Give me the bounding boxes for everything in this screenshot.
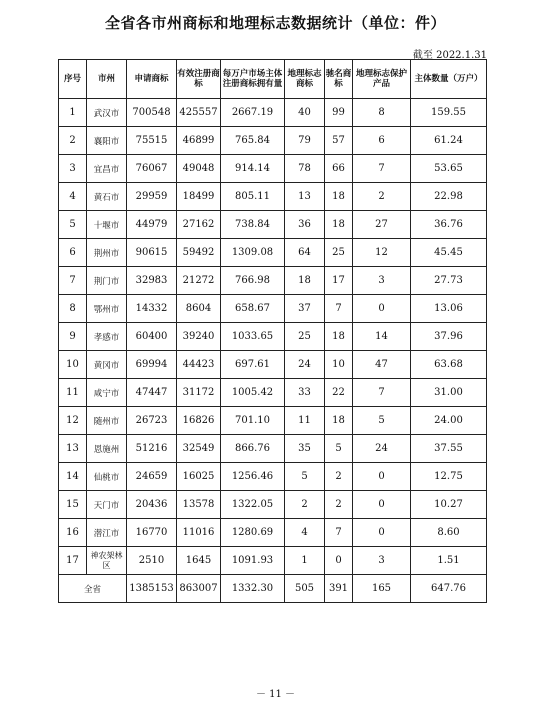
table-cell: 7 (353, 379, 411, 407)
table-cell: 18499 (177, 183, 221, 211)
table-cell: 39240 (177, 323, 221, 351)
as-of-date: 截至 2022.1.31 (412, 50, 487, 61)
table-cell: 27.73 (411, 267, 487, 295)
table-cell: 12 (353, 239, 411, 267)
table-cell: 46899 (177, 127, 221, 155)
table-cell: 3 (353, 547, 411, 575)
table-cell: 701.10 (221, 407, 285, 435)
total-cell: 647.76 (411, 575, 487, 603)
table-cell: 7 (353, 155, 411, 183)
city-cell: 鄂州市 (87, 295, 127, 323)
table-cell: 61.24 (411, 127, 487, 155)
table-cell: 14 (353, 323, 411, 351)
table-row (59, 155, 487, 183)
table-cell: 18 (285, 267, 325, 295)
table-cell: 57 (325, 127, 353, 155)
table-cell: 5 (285, 463, 325, 491)
page-title: 全省各市州商标和地理标志数据统计（单位：件） (104, 14, 446, 32)
table-cell: 10.27 (411, 491, 487, 519)
col-header-gi-products: 地理标志保护产品 (353, 60, 411, 99)
table-cell: 6 (353, 127, 411, 155)
table-cell: 22.98 (411, 183, 487, 211)
table-cell: 2510 (127, 547, 177, 575)
table-cell: 1645 (177, 547, 221, 575)
table-cell: 47447 (127, 379, 177, 407)
table-cell: 8 (59, 295, 87, 323)
table-cell: 51216 (127, 435, 177, 463)
total-cell: 863007 (177, 575, 221, 603)
table-cell: 49048 (177, 155, 221, 183)
table-row (59, 491, 487, 519)
city-cell: 黄石市 (87, 183, 127, 211)
table-header-row (59, 60, 487, 99)
table-cell: 63.68 (411, 351, 487, 379)
city-cell: 孝感市 (87, 323, 127, 351)
col-header-gi-trademarks: 地理标志商标 (285, 60, 325, 99)
table-cell: 12 (59, 407, 87, 435)
table-cell: 4 (59, 183, 87, 211)
table-cell: 35 (285, 435, 325, 463)
table-cell: 14332 (127, 295, 177, 323)
table-cell: 2 (325, 463, 353, 491)
table-cell: 13.06 (411, 295, 487, 323)
table-cell: 99 (325, 99, 353, 127)
table-cell: 18 (325, 323, 353, 351)
table-cell: 10 (59, 351, 87, 379)
table-cell: 11 (59, 379, 87, 407)
table-row (59, 323, 487, 351)
table-cell: 1322.05 (221, 491, 285, 519)
table-cell: 765.84 (221, 127, 285, 155)
table-cell: 3 (353, 267, 411, 295)
table-cell: 11016 (177, 519, 221, 547)
table-cell: 27162 (177, 211, 221, 239)
table-cell: 16 (59, 519, 87, 547)
table-cell: 805.11 (221, 183, 285, 211)
table-cell: 44979 (127, 211, 177, 239)
table-row (59, 351, 487, 379)
table-cell: 16826 (177, 407, 221, 435)
table-cell: 27 (353, 211, 411, 239)
table-cell: 0 (353, 491, 411, 519)
table-cell: 738.84 (221, 211, 285, 239)
table-row (59, 435, 487, 463)
table-cell: 69994 (127, 351, 177, 379)
total-cell: 1332.30 (221, 575, 285, 603)
page-number: － 11 － (255, 689, 296, 700)
table-cell: 11 (285, 407, 325, 435)
city-cell: 咸宁市 (87, 379, 127, 407)
table-cell: 7 (325, 295, 353, 323)
table-cell: 15 (59, 491, 87, 519)
table-row (59, 127, 487, 155)
table-cell: 4 (285, 519, 325, 547)
city-cell: 随州市 (87, 407, 127, 435)
city-cell: 恩施州 (87, 435, 127, 463)
city-cell: 神农架林区 (87, 547, 127, 575)
table-row (59, 211, 487, 239)
table-cell: 0 (353, 519, 411, 547)
city-cell: 武汉市 (87, 99, 127, 127)
table-cell: 425557 (177, 99, 221, 127)
city-cell: 荆州市 (87, 239, 127, 267)
table-cell: 45.45 (411, 239, 487, 267)
table-cell: 0 (353, 463, 411, 491)
table-cell: 17 (59, 547, 87, 575)
table-row (59, 519, 487, 547)
table-cell: 31.00 (411, 379, 487, 407)
table-cell: 3 (59, 155, 87, 183)
table-cell: 32549 (177, 435, 221, 463)
col-header-seq: 序号 (59, 60, 87, 99)
table-cell: 36 (285, 211, 325, 239)
table-cell: 5 (59, 211, 87, 239)
table-cell: 1280.69 (221, 519, 285, 547)
table-cell: 31172 (177, 379, 221, 407)
col-header-applications: 申请商标 (127, 60, 177, 99)
table-cell: 14 (59, 463, 87, 491)
table-cell: 16025 (177, 463, 221, 491)
table-cell: 1033.65 (221, 323, 285, 351)
table-cell: 76067 (127, 155, 177, 183)
table-cell: 13 (285, 183, 325, 211)
city-cell: 襄阳市 (87, 127, 127, 155)
col-header-well-known: 驰名商标 (325, 60, 353, 99)
table-cell: 1256.46 (221, 463, 285, 491)
table-row (59, 239, 487, 267)
city-cell: 荆门市 (87, 267, 127, 295)
table-cell: 25 (285, 323, 325, 351)
total-row (59, 575, 487, 603)
table-cell: 25 (325, 239, 353, 267)
table-cell: 866.76 (221, 435, 285, 463)
table-cell: 24659 (127, 463, 177, 491)
table-cell: 6 (59, 239, 87, 267)
total-cell: 165 (353, 575, 411, 603)
table-row (59, 407, 487, 435)
total-label: 全省 (59, 575, 127, 603)
table-row (59, 183, 487, 211)
table-cell: 8 (353, 99, 411, 127)
table-cell: 2 (353, 183, 411, 211)
table-cell: 75515 (127, 127, 177, 155)
table-cell: 36.76 (411, 211, 487, 239)
table-cell: 2 (325, 491, 353, 519)
table-cell: 37.96 (411, 323, 487, 351)
table-cell: 1 (59, 99, 87, 127)
table-cell: 32983 (127, 267, 177, 295)
city-cell: 天门市 (87, 491, 127, 519)
table-row (59, 547, 487, 575)
table-cell: 33 (285, 379, 325, 407)
table-cell: 44423 (177, 351, 221, 379)
table-cell: 24.00 (411, 407, 487, 435)
table-cell: 47 (353, 351, 411, 379)
table-cell: 18 (325, 211, 353, 239)
col-header-valid-registrations: 有效注册商标 (177, 60, 221, 99)
table-cell: 1091.93 (221, 547, 285, 575)
table-cell: 159.55 (411, 99, 487, 127)
table-cell: 90615 (127, 239, 177, 267)
table-cell: 20436 (127, 491, 177, 519)
table-cell: 2 (59, 127, 87, 155)
table-cell: 1005.42 (221, 379, 285, 407)
table-cell: 29959 (127, 183, 177, 211)
city-cell: 宜昌市 (87, 155, 127, 183)
table-cell: 26723 (127, 407, 177, 435)
total-cell: 1385153 (127, 575, 177, 603)
table-cell: 7 (59, 267, 87, 295)
table-cell: 914.14 (221, 155, 285, 183)
table-cell: 37.55 (411, 435, 487, 463)
table-cell: 66 (325, 155, 353, 183)
table-cell: 60400 (127, 323, 177, 351)
col-header-entities: 主体数量（万户） (411, 60, 487, 99)
table-cell: 1.51 (411, 547, 487, 575)
table-cell: 2 (285, 491, 325, 519)
table-cell: 8604 (177, 295, 221, 323)
table-cell: 12.75 (411, 463, 487, 491)
total-cell: 505 (285, 575, 325, 603)
table-row (59, 463, 487, 491)
table-cell: 18 (325, 407, 353, 435)
table-row (59, 99, 487, 127)
table-cell: 21272 (177, 267, 221, 295)
table-cell: 53.65 (411, 155, 487, 183)
table-cell: 24 (353, 435, 411, 463)
table-cell: 8.60 (411, 519, 487, 547)
table-cell: 79 (285, 127, 325, 155)
table-cell: 13 (59, 435, 87, 463)
table-cell: 9 (59, 323, 87, 351)
table-cell: 13578 (177, 491, 221, 519)
table-cell: 18 (325, 183, 353, 211)
table-cell: 0 (353, 295, 411, 323)
table-cell: 658.67 (221, 295, 285, 323)
table-cell: 0 (325, 547, 353, 575)
table-cell: 1309.08 (221, 239, 285, 267)
table-cell: 10 (325, 351, 353, 379)
table-cell: 40 (285, 99, 325, 127)
col-header-per-10k: 每万户市场主体注册商标拥有量 (221, 60, 285, 99)
statistics-table (58, 59, 487, 603)
table-cell: 7 (325, 519, 353, 547)
city-cell: 黄冈市 (87, 351, 127, 379)
table-cell: 17 (325, 267, 353, 295)
table-cell: 16770 (127, 519, 177, 547)
city-cell: 仙桃市 (87, 463, 127, 491)
table-row (59, 295, 487, 323)
col-header-city: 市州 (87, 60, 127, 99)
table-cell: 700548 (127, 99, 177, 127)
table-cell: 697.61 (221, 351, 285, 379)
table-cell: 2667.19 (221, 99, 285, 127)
table-row (59, 379, 487, 407)
table-cell: 1 (285, 547, 325, 575)
table-cell: 64 (285, 239, 325, 267)
city-cell: 潜江市 (87, 519, 127, 547)
total-cell: 391 (325, 575, 353, 603)
table-cell: 22 (325, 379, 353, 407)
city-cell: 十堰市 (87, 211, 127, 239)
table-cell: 766.98 (221, 267, 285, 295)
table-row (59, 267, 487, 295)
table-cell: 5 (353, 407, 411, 435)
table-cell: 78 (285, 155, 325, 183)
table-cell: 59492 (177, 239, 221, 267)
table-cell: 37 (285, 295, 325, 323)
table-cell: 24 (285, 351, 325, 379)
table-cell: 5 (325, 435, 353, 463)
